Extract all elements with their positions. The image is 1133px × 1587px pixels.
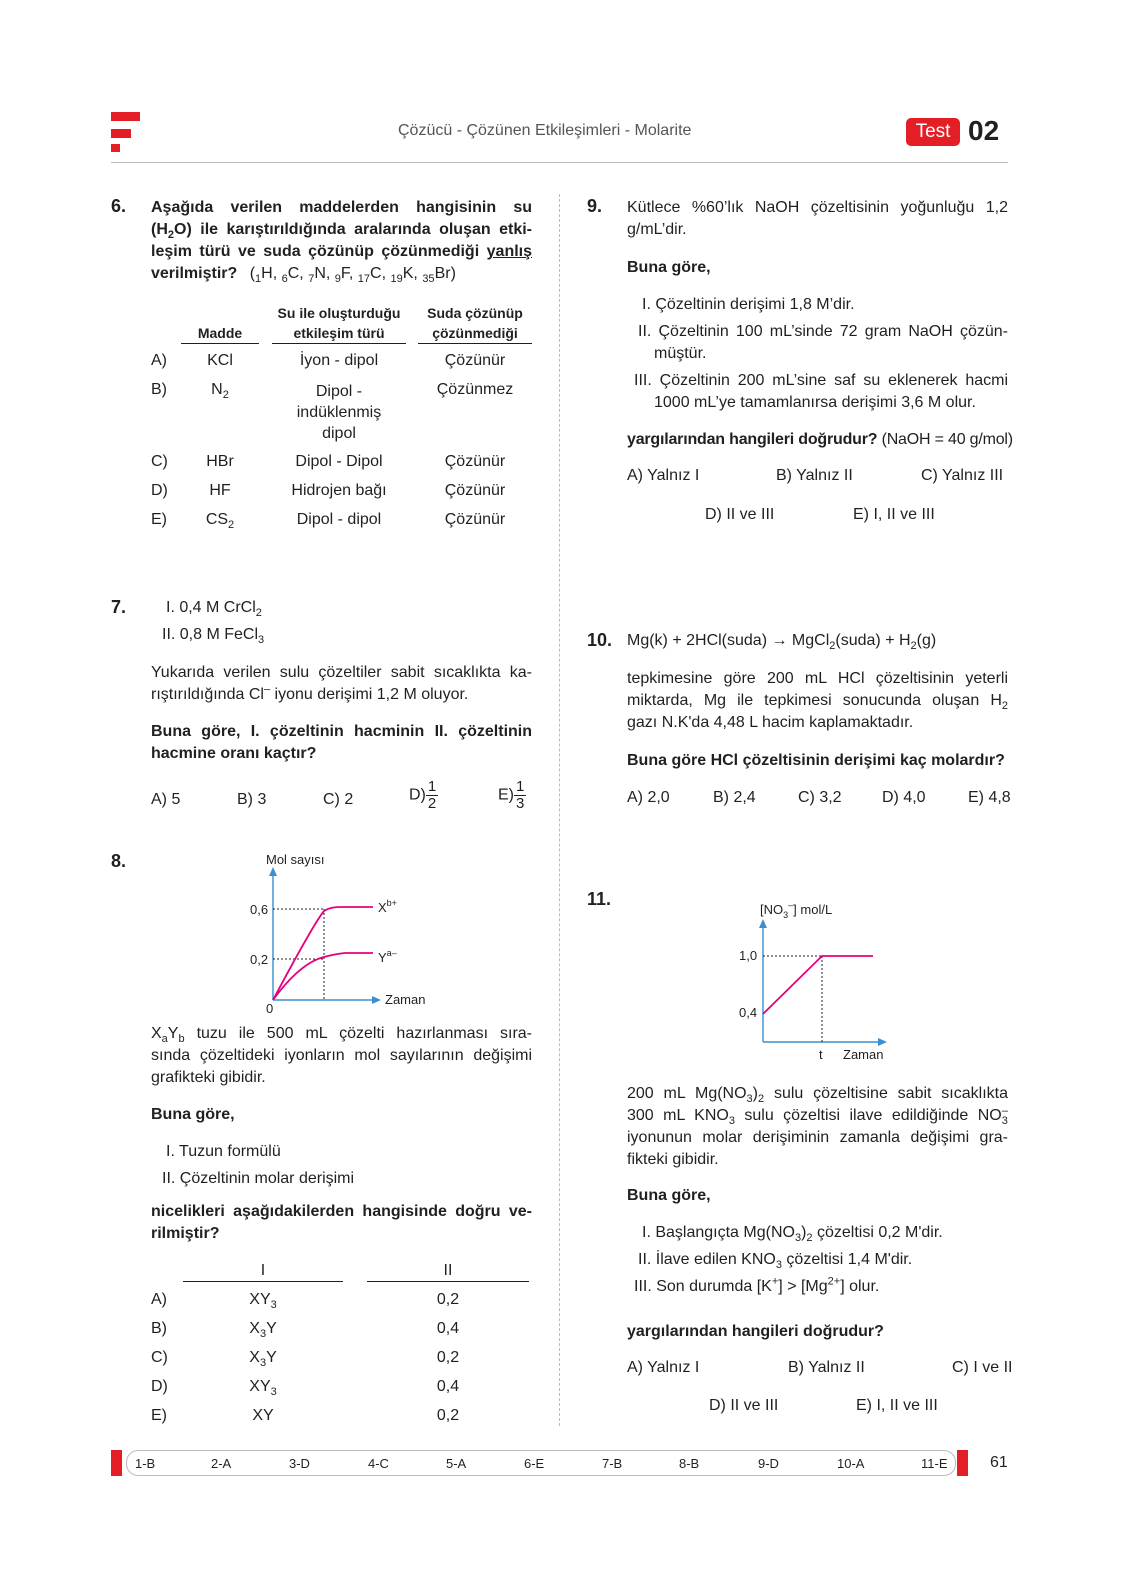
table-header-etkilesim: Su ile oluşturduğu etkileşim türü bbox=[277, 305, 401, 341]
table-header-i: I bbox=[260, 1262, 266, 1279]
x-axis-arrow bbox=[878, 1038, 887, 1046]
option-c[interactable]: C) I ve II bbox=[952, 1359, 1013, 1376]
buna-gore: Buna göre, bbox=[151, 1106, 235, 1123]
question-6-stem: Aşağıda verilen maddelerden hangisinin su $(H_2O)$ ile karıştırıldığında aralarında oluşan etki- leşim türü ve suda çözünüp çözünmediği yanlış verilmiştir? ($_1H$, $_6$C, $_7$N, $_9$F, $_{17}$C, $_{19}$K, $_{35}$Br) bbox=[151, 199, 532, 286]
x-axis-arrow bbox=[372, 996, 381, 1004]
buna-gore: Buna göre, bbox=[627, 259, 711, 276]
series-line bbox=[763, 956, 873, 1014]
answer-key-item: 7-B bbox=[602, 1456, 623, 1471]
question-7-text: Yukarıda verilen sulu çözeltiler sabit sıcaklıkta ka- rıştırıldığında Cl– iyonu derişimi 1,2 M oluyor. bbox=[151, 664, 532, 703]
reaction-equation: Mg(k) + 2HCl(suda) → MgCl$_2$(suda) + $H_2(g)$ bbox=[627, 632, 937, 653]
option-c[interactable]: C) $X_3Y$ 0,2 bbox=[151, 1349, 460, 1370]
table-header-rule bbox=[418, 343, 532, 344]
option-b[interactable]: B) $N_2$ Dipol - indüklenmiş dipol Çözünmez bbox=[151, 381, 514, 442]
option-d[interactable]: D) HF Hidrojen bağı Çözünür bbox=[151, 482, 506, 499]
option-b[interactable]: B) Yalnız II bbox=[776, 467, 853, 484]
statement-2: II. İlave edilen $KNO_3$ çözeltisi 1,4 M'dir. bbox=[638, 1251, 913, 1272]
question-8-prompt: nicelikleri aşağıdakilerden hangisinde doğru ve- rilmiştir? bbox=[151, 1203, 532, 1242]
table-header-rule bbox=[272, 343, 406, 344]
option-e[interactable]: E) I, II ve III bbox=[853, 506, 935, 523]
question-11-prompt: yargılarından hangileri doğrudur? bbox=[627, 1323, 884, 1340]
statement-1: I. Tuzun formülü bbox=[166, 1143, 281, 1160]
statement-1: I. 0,4 M CrCl$_2$ bbox=[166, 599, 262, 620]
table-header-rule bbox=[181, 343, 259, 344]
series-y-label: $Y^{a-}$ bbox=[378, 948, 397, 965]
option-d[interactable]: D) II ve III bbox=[705, 506, 775, 523]
answer-key-item: 6-E bbox=[524, 1456, 545, 1471]
y-tick-label: 1,0 bbox=[739, 948, 758, 963]
option-a[interactable]: A) 2,0 bbox=[627, 789, 670, 806]
test-number: 02 bbox=[968, 115, 1000, 146]
option-d[interactable]: D) 4,0 bbox=[882, 789, 926, 806]
mol-chart bbox=[240, 845, 440, 1015]
header-rule bbox=[111, 162, 1008, 163]
question-8-text: $X_aY_b$ tuzu ile 500 mL çözelti hazırlanması sıra- sında çözeltideki iyonların mol sayılarının değişimi grafikteki gibidir. bbox=[151, 1025, 532, 1086]
question-9-prompt: yargılarından hangileri doğrudur? (NaOH = 40 g/mol) bbox=[627, 431, 1013, 448]
concentration-chart bbox=[730, 895, 900, 1065]
answer-key-item: 2-A bbox=[211, 1456, 232, 1471]
answer-key bbox=[126, 1450, 956, 1476]
question-number: 7. bbox=[111, 597, 127, 617]
brand-logo bbox=[111, 112, 141, 152]
option-a[interactable]: A) 5 bbox=[151, 791, 181, 808]
answer-key-item: 11-E bbox=[921, 1456, 948, 1471]
x-axis-label: Zaman bbox=[843, 1047, 884, 1062]
y-axis-label: Mol sayısı bbox=[266, 852, 325, 867]
option-a[interactable]: A) KCl İyon - dipol Çözünür bbox=[151, 352, 506, 369]
answer-key-item: 3-D bbox=[289, 1456, 310, 1471]
option-b[interactable]: B) $X_3Y$ 0,4 bbox=[151, 1320, 460, 1341]
question-10-prompt: Buna göre HCl çözeltisinin derişimi kaç molardır? bbox=[627, 752, 1005, 769]
question-number: 10. bbox=[587, 630, 613, 650]
y-tick-label: 0,4 bbox=[739, 1005, 758, 1020]
option-b[interactable]: B) 3 bbox=[237, 791, 267, 808]
option-d[interactable]: D) II ve III bbox=[709, 1397, 779, 1414]
statement-1: I. Başlangıçta $Mg(NO_3)_2$ çözeltisi 0,2 M'dir. bbox=[642, 1224, 943, 1245]
table-header-ii: II bbox=[443, 1262, 453, 1279]
answer-key-right-bar bbox=[957, 1450, 968, 1476]
buna-gore: Buna göre, bbox=[627, 1187, 711, 1204]
answer-key-item: 8-B bbox=[679, 1456, 700, 1471]
option-b[interactable]: B) Yalnız II bbox=[788, 1359, 865, 1376]
option-e[interactable]: E) I, II ve III bbox=[856, 1397, 938, 1414]
page-number: 61 bbox=[990, 1454, 1008, 1471]
question-9-text: Kütlece %60’lık NaOH çözeltisinin yoğunluğu 1,2 g/mL’dir. bbox=[627, 199, 1008, 238]
y-axis-arrow bbox=[269, 867, 277, 876]
y-axis-arrow bbox=[759, 919, 767, 928]
answer-key-item: 1-B bbox=[135, 1456, 156, 1471]
question-10-text: tepkimesine göre 200 mL HCl çözeltisinin yeterli miktarda, Mg ile tepkimesi sonucunda oluşan $H_2$ gazı N.K'da 4,48 L hacim kaplamaktadır. bbox=[627, 670, 1008, 731]
statement-2: II. 0,8 M FeCl$_3$ bbox=[162, 626, 265, 647]
question-7-prompt: Buna göre, I. çözeltinin hacminin II. çözeltinin hacmine oranı kaçtır? bbox=[151, 723, 532, 762]
option-a[interactable]: A) $XY_3$ 0,2 bbox=[151, 1291, 460, 1312]
question-number: 6. bbox=[111, 196, 127, 216]
table-header-rule bbox=[367, 1281, 529, 1282]
option-a[interactable]: A) Yalnız I bbox=[627, 467, 700, 484]
x-tick-label: t bbox=[819, 1047, 823, 1062]
table-header-rule bbox=[183, 1281, 343, 1282]
series-x-label: $X^{b+}$ bbox=[378, 898, 397, 915]
y-tick-label: 0,2 bbox=[250, 952, 269, 967]
option-e[interactable]: E) XY 0,2 bbox=[151, 1407, 460, 1424]
option-b[interactable]: B) 2,4 bbox=[713, 789, 756, 806]
test-badge: Test bbox=[906, 118, 960, 146]
question-number: 9. bbox=[587, 196, 603, 216]
page-header-title: Çözücü - Çözünen Etkileşimleri - Molarite bbox=[398, 122, 692, 139]
option-d[interactable]: D) $XY_3$ 0,4 bbox=[151, 1378, 460, 1399]
y-tick-label: 0,6 bbox=[250, 902, 269, 917]
answer-key-item: 9-D bbox=[758, 1456, 779, 1471]
option-c[interactable]: C) Yalnız III bbox=[921, 467, 1004, 484]
answer-key-item: 5-A bbox=[446, 1456, 467, 1471]
option-e[interactable]: E) $CS_2$ Dipol - dipol Çözünür bbox=[151, 511, 506, 532]
series-y-line bbox=[273, 953, 373, 1000]
question-number: 11. bbox=[587, 889, 612, 909]
answer-key-left-bar bbox=[111, 1450, 122, 1476]
option-d[interactable]: D) $\frac{1}{2}$ bbox=[409, 778, 437, 812]
y-axis-label: $[NO_3^-]$ mol/L bbox=[760, 900, 833, 920]
column-divider bbox=[559, 194, 560, 1426]
option-e[interactable]: E) 4,8 bbox=[968, 789, 1011, 806]
option-a[interactable]: A) Yalnız I bbox=[627, 1359, 700, 1376]
statement-1: I. Çözeltinin derişimi 1,8 M’dir. bbox=[642, 296, 855, 313]
x-axis-label: Zaman bbox=[385, 992, 426, 1007]
statement-2: II. Çözeltinin molar derişimi bbox=[162, 1170, 355, 1187]
statement-3: III. Son durumda $[K^+] > [Mg^{2+}]$ olur. bbox=[634, 1275, 880, 1295]
atomic-numbers: ($_1H$, $_6$C, $_7$N, $_9$F, $_{17}$C, $_{19}$K, $_{35}$Br) bbox=[249, 265, 456, 286]
question-number: 8. bbox=[111, 851, 127, 871]
table-header-madde: Madde bbox=[197, 325, 243, 341]
origin-label: 0 bbox=[266, 1001, 274, 1015]
statement-2: II. Çözeltinin 100 mL’sinde 72 gram NaOH çözün- müştür. bbox=[638, 323, 1008, 362]
option-e[interactable]: E) $\frac{1}{3}$ bbox=[498, 778, 525, 812]
answer-key-item: 10-A bbox=[837, 1456, 865, 1471]
option-c[interactable]: C) 2 bbox=[323, 791, 354, 808]
question-11-text: 200 mL $Mg(NO_3)_2$ sulu çözeltisine sabit sıcaklıkta 300 mL $KNO_3$ sulu çözeltisi ilave edildiğinde $NO_3^-$ iyonunun molar derişiminin zamanla değişimi gra- fikteki gibidir. bbox=[627, 1085, 1008, 1168]
statement-3: III. Çözeltinin 200 mL’sine saf su eklenerek hacmi 1000 mL’ye tamamlanırsa derişimi 3,6 M olur. bbox=[634, 372, 1008, 411]
answer-key-item: 4-C bbox=[368, 1456, 389, 1471]
table-header-cozunme: Suda çözünüp çözünmediği bbox=[427, 305, 523, 341]
option-c[interactable]: C) 3,2 bbox=[798, 789, 842, 806]
option-c[interactable]: C) HBr Dipol - Dipol Çözünür bbox=[151, 453, 506, 470]
